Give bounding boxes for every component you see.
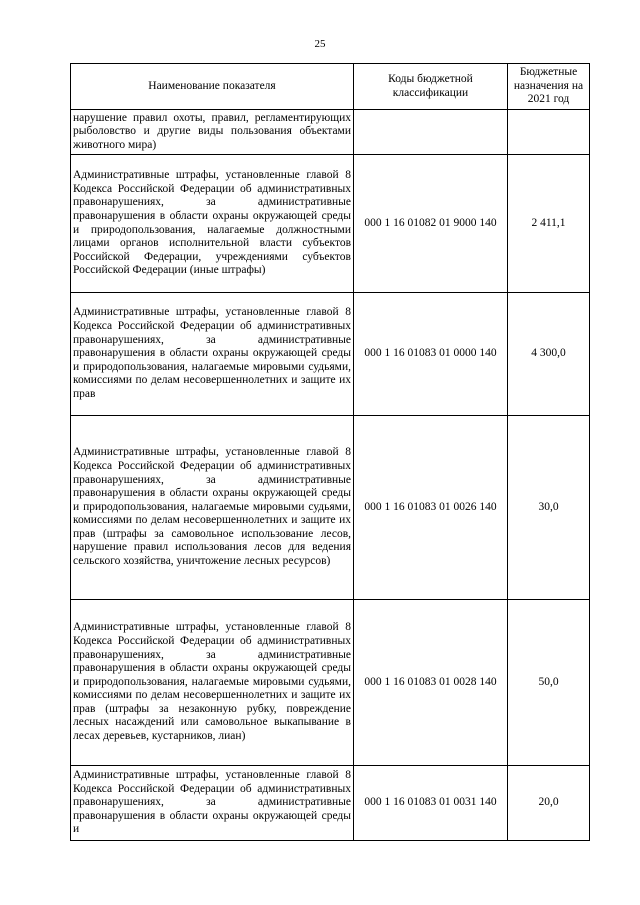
table-row — [71, 293, 590, 416]
row-budget-value — [508, 110, 590, 155]
row-indicator-name: Административные штрафы, установленные главой 8 Кодекса Российской Федерации об административных правонарушениях, за административные правонарушения в области охраны окружающей среды и природопользования, налагаемые мировыми судьями, комиссиями по делам несовершеннолетних и защите их прав (штрафы за незаконную рубку, повреждение лесных насаждений или самовольное выкапывание в лесах деревьев, кустарников, лиан) — [71, 600, 354, 766]
row-budget-value: 50,0 — [508, 600, 590, 766]
row-budget-value: 4 300,0 — [508, 293, 590, 416]
row-indicator-name: Административные штрафы, установленные главой 8 Кодекса Российской Федерации об административных правонарушениях, за административные правонарушения в области охраны окружающей среды и природопользования, налагаемые мировыми судьями, комиссиями по делам несовершеннолетних и защите их прав — [71, 293, 354, 416]
table-header-row — [71, 64, 590, 110]
table-row — [71, 110, 590, 155]
row-budget-code: 000 1 16 01083 01 0000 140 — [354, 293, 508, 416]
table-row — [71, 766, 590, 841]
row-budget-value: 20,0 — [508, 766, 590, 841]
row-budget-code: 000 1 16 01083 01 0026 140 — [354, 416, 508, 600]
row-budget-value: 2 411,1 — [508, 155, 590, 293]
row-budget-code — [354, 110, 508, 155]
row-budget-code: 000 1 16 01083 01 0031 140 — [354, 766, 508, 841]
header-indicator-name: Наименование показателя — [71, 64, 354, 110]
header-budget-assignment: Бюджетные назначения на 2021 год — [508, 64, 590, 110]
row-budget-code: 000 1 16 01083 01 0028 140 — [354, 600, 508, 766]
row-indicator-name: нарушение правил охоты, правил, регламентирующих рыболовство и другие виды пользования объектами животного мира) — [71, 110, 354, 155]
budget-table — [70, 63, 590, 841]
table-row — [71, 416, 590, 600]
row-indicator-name: Административные штрафы, установленные главой 8 Кодекса Российской Федерации об административных правонарушениях, за административные правонарушения в области охраны окружающей среды и природопользования, налагаемые должностными лицами органов исполнительной власти субъектов Российской Федерации, учреждениями субъектов Российской Федерации (иные штрафы) — [71, 155, 354, 293]
table-row — [71, 155, 590, 293]
row-budget-code: 000 1 16 01082 01 9000 140 — [354, 155, 508, 293]
header-budget-code: Коды бюджетной классификации — [354, 64, 508, 110]
row-indicator-name: Административные штрафы, установленные главой 8 Кодекса Российской Федерации об административных правонарушениях, за административные правонарушения в области охраны окружающей среды и природопользования, налагаемые мировыми судьями, комиссиями по делам несовершеннолетних и защите их прав (штрафы за самовольное использование лесов, нарушение правил использования лесов для ведения сельского хозяйства, уничтожение лесных ресурсов) — [71, 416, 354, 600]
table-row — [71, 600, 590, 766]
page-number: 25 — [314, 38, 326, 50]
row-budget-value: 30,0 — [508, 416, 590, 600]
row-indicator-name: Административные штрафы, установленные главой 8 Кодекса Российской Федерации об административных правонарушениях, за административные правонарушения в области охраны окружающей среды и — [71, 766, 354, 841]
